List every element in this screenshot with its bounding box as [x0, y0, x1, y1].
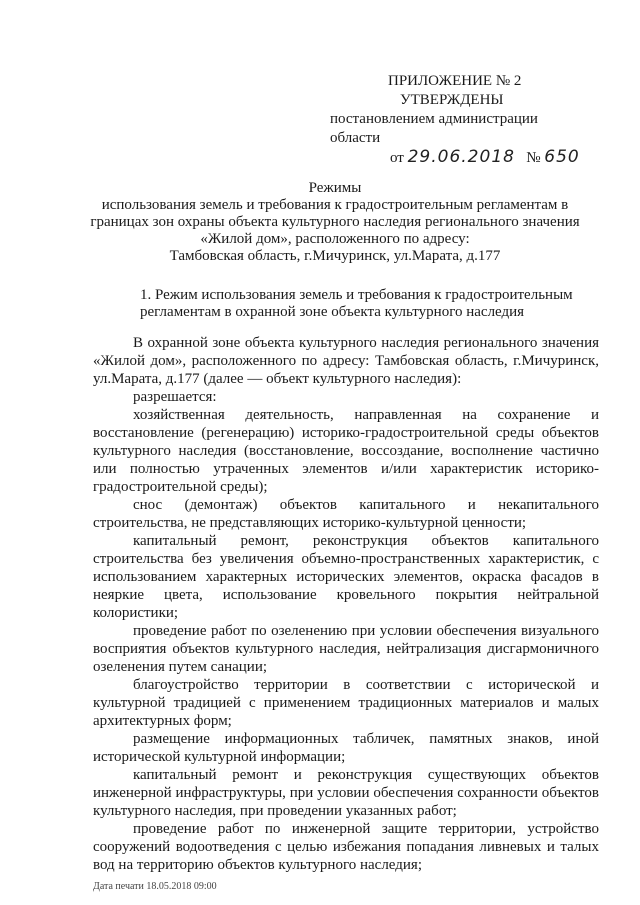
document-title	[80, 180, 590, 265]
number-label: №	[526, 150, 541, 166]
paragraph: проведение работ по озеленению при условии обеспечения визуального восприятия объектов культурного наследия, нейтрализация дисгармоничного озеленения путем санации;	[93, 623, 599, 675]
title-line-4: Тамбовская область, г.Мичуринск, ул.Марата, д.177	[169, 248, 501, 264]
approval-status: УТВЕРЖДЕНЫ	[400, 92, 504, 108]
section-heading	[140, 287, 590, 321]
title-line-2: границах зон охраны объекта культурного наследия регионального значения	[90, 214, 580, 230]
paragraph: благоустройство территории в соответствии с исторической и культурной традицией с применением традиционных материалов и малых архитектурных форм;	[93, 677, 599, 729]
paragraph: хозяйственная деятельность, направленная на сохранение и восстановление (регенерацию) историко-градостроительной среды объектов культурного наследия (восстановление, воссоздание, восполнение частично или полностью утраченных элементов и/или характеристик историко-градостроительной среды);	[93, 407, 599, 495]
handwritten-number: 650	[544, 147, 580, 167]
section-line-2: регламентам в охранной зоне объекта культурного наследия	[140, 304, 525, 320]
document-body	[93, 334, 599, 874]
print-date-footer: Дата печати 18.05.2018 09:00	[93, 881, 217, 892]
appendix-number: ПРИЛОЖЕНИЕ № 2	[388, 73, 522, 89]
paragraph: разрешается:	[133, 389, 217, 405]
paragraph: размещение информационных табличек, памятных знаков, иной исторической культурной информации;	[93, 731, 599, 765]
title-line-3: «Жилой дом», расположенного по адресу:	[200, 231, 470, 247]
paragraph: снос (демонтаж) объектов капитального и некапитального строительства, не представляющих историко-культурной ценности;	[93, 497, 599, 531]
paragraph: В охранной зоне объекта культурного наследия регионального значения «Жилой дом», расположенного по адресу: Тамбовская область, г.Мичуринск, ул.Марата, д.177 (далее — объект культурного наследия):	[93, 335, 599, 387]
from-label: от	[390, 150, 404, 166]
section-line-1: 1. Режим использования земель и требования к градостроительным	[140, 287, 573, 303]
paragraph: проведение работ по инженерной защите территории, устройство сооружений водоотведения с целью избежания попадания ливневых и талых вод на территорию объектов культурного наследия;	[93, 821, 599, 873]
approval-authority: постановлением администрации области	[330, 111, 538, 146]
title-line-1: использования земель и требования к градостроительным регламентам в	[101, 197, 569, 213]
title-heading: Режимы	[308, 180, 362, 196]
paragraph: капитальный ремонт, реконструкция объектов капитального строительства без увеличения объемно-пространственных характеристик, с использованием характерных исторических элементов, окраска фасадов в неяркие цвета, использование кровельного покрытия нейтральной колористики;	[93, 533, 599, 621]
appendix-block	[330, 72, 590, 168]
paragraph: капитальный ремонт и реконструкция существующих объектов инженерной инфраструктуры, при условии обеспечения сохранности объектов культурного наследия, при проведении указанных работ;	[93, 767, 599, 819]
handwritten-date: 29.06.2018	[407, 147, 515, 167]
approval-date-line	[330, 148, 590, 168]
